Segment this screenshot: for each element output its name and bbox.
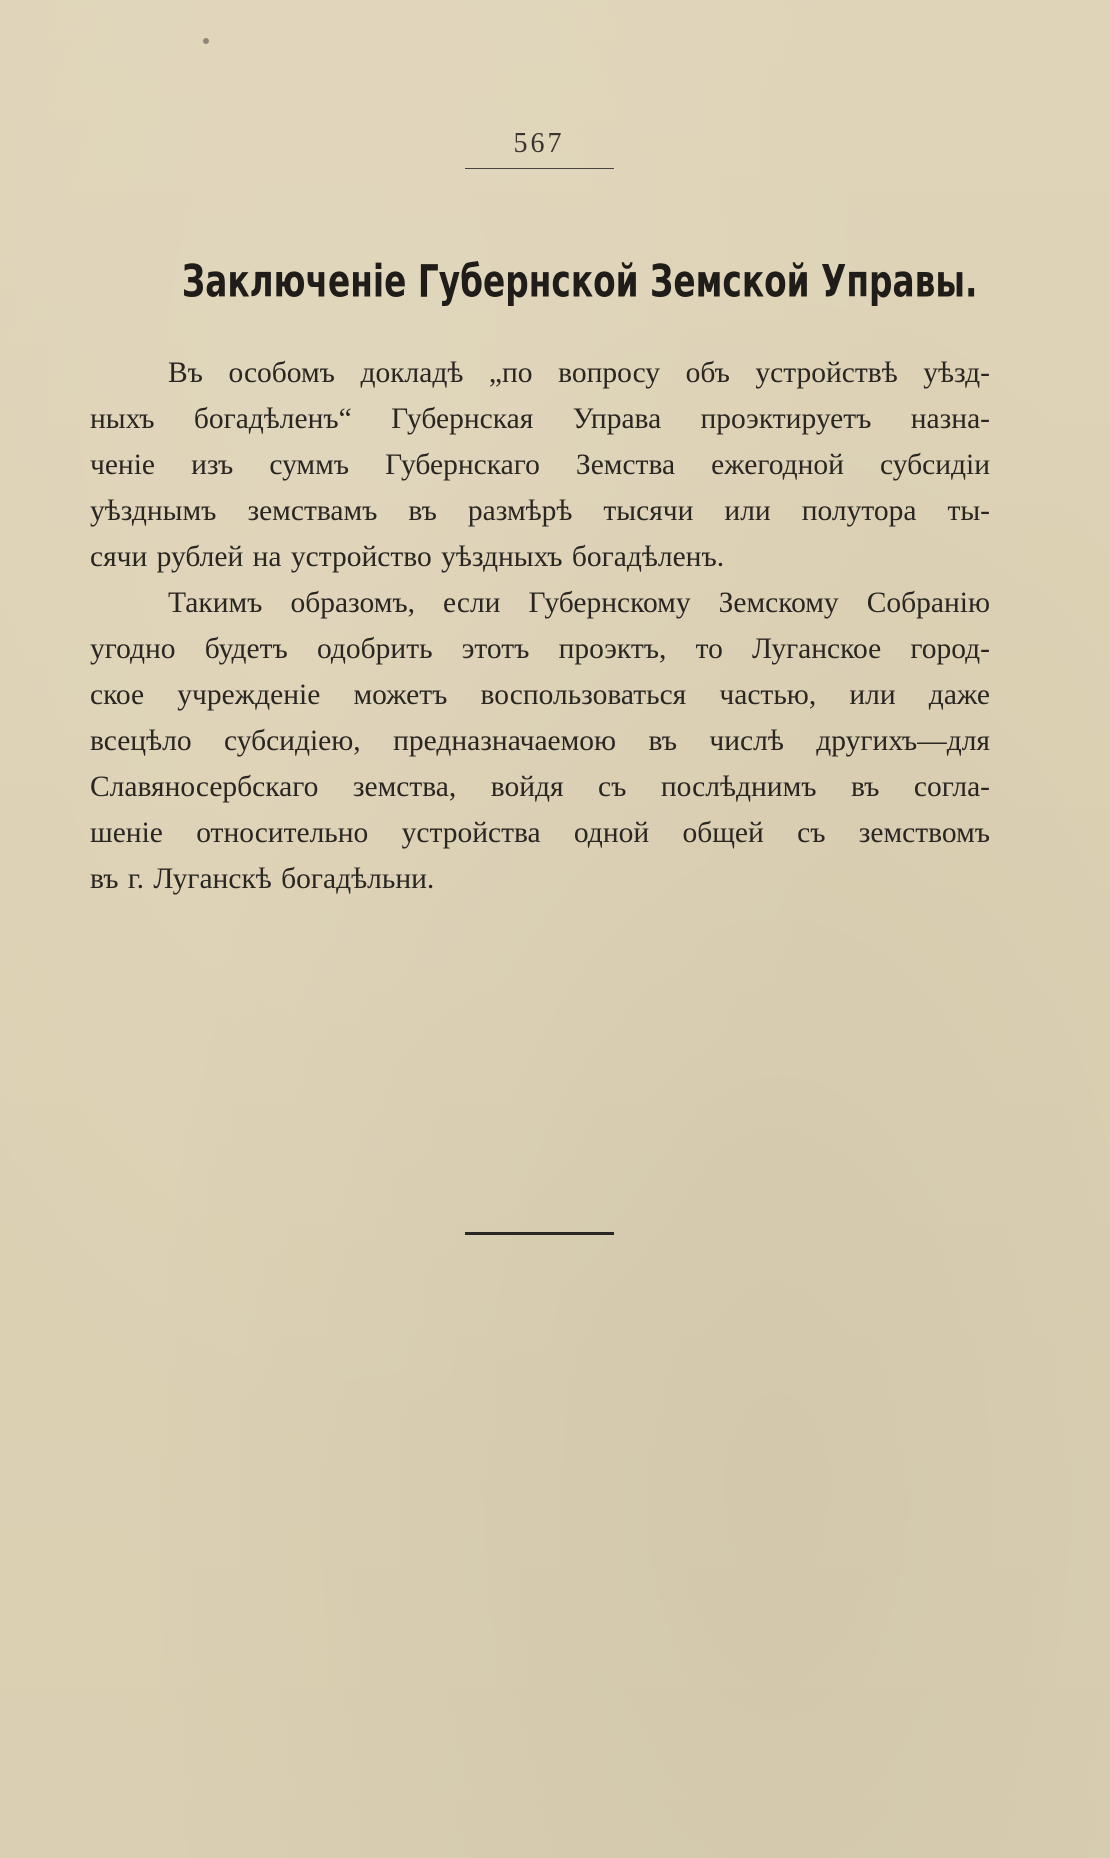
page-title: Заключеніе Губернской Земской Управы. [181, 256, 978, 308]
text-line: Въ особомъ докладѣ „по вопросу объ устройствѣ уѣзд- [168, 357, 990, 389]
body-text [90, 350, 990, 902]
text-line: Такимъ образомъ, если Губернскому Земскому Собранію [168, 587, 990, 619]
text-line: всецѣло субсидіею, предназначаемою въ числѣ другихъ—для [90, 725, 990, 757]
text-line: сячи рублей на устройство уѣздныхъ богадѣленъ. [90, 541, 725, 573]
ink-speck [203, 38, 209, 44]
text-line: ченіе изъ суммъ Губернскаго Земства ежегодной субсидіи [90, 449, 990, 481]
text-line: ское учрежденіе можетъ воспользоваться частью, или даже [90, 679, 990, 711]
text-line: въ г. Луганскѣ богадѣльни. [90, 863, 435, 895]
paragraph-2 [90, 580, 990, 902]
text-line: ныхъ богадѣленъ“ Губернская Управа проэктируетъ назна- [90, 403, 990, 435]
page-number: 567 [513, 128, 565, 159]
text-line: Славяносербскаго земства, войдя съ послѣднимъ въ согла- [90, 771, 990, 803]
closing-rule [465, 1232, 614, 1235]
paragraph-1 [90, 350, 990, 580]
header-rule [465, 168, 614, 169]
text-line: шеніе относительно устройства одной общей съ земствомъ [90, 817, 990, 849]
text-line: угодно будетъ одобрить этотъ проэктъ, то Луганское город- [90, 633, 990, 665]
text-line: уѣзднымъ земствамъ въ размѣрѣ тысячи или полутора ты- [90, 495, 990, 527]
